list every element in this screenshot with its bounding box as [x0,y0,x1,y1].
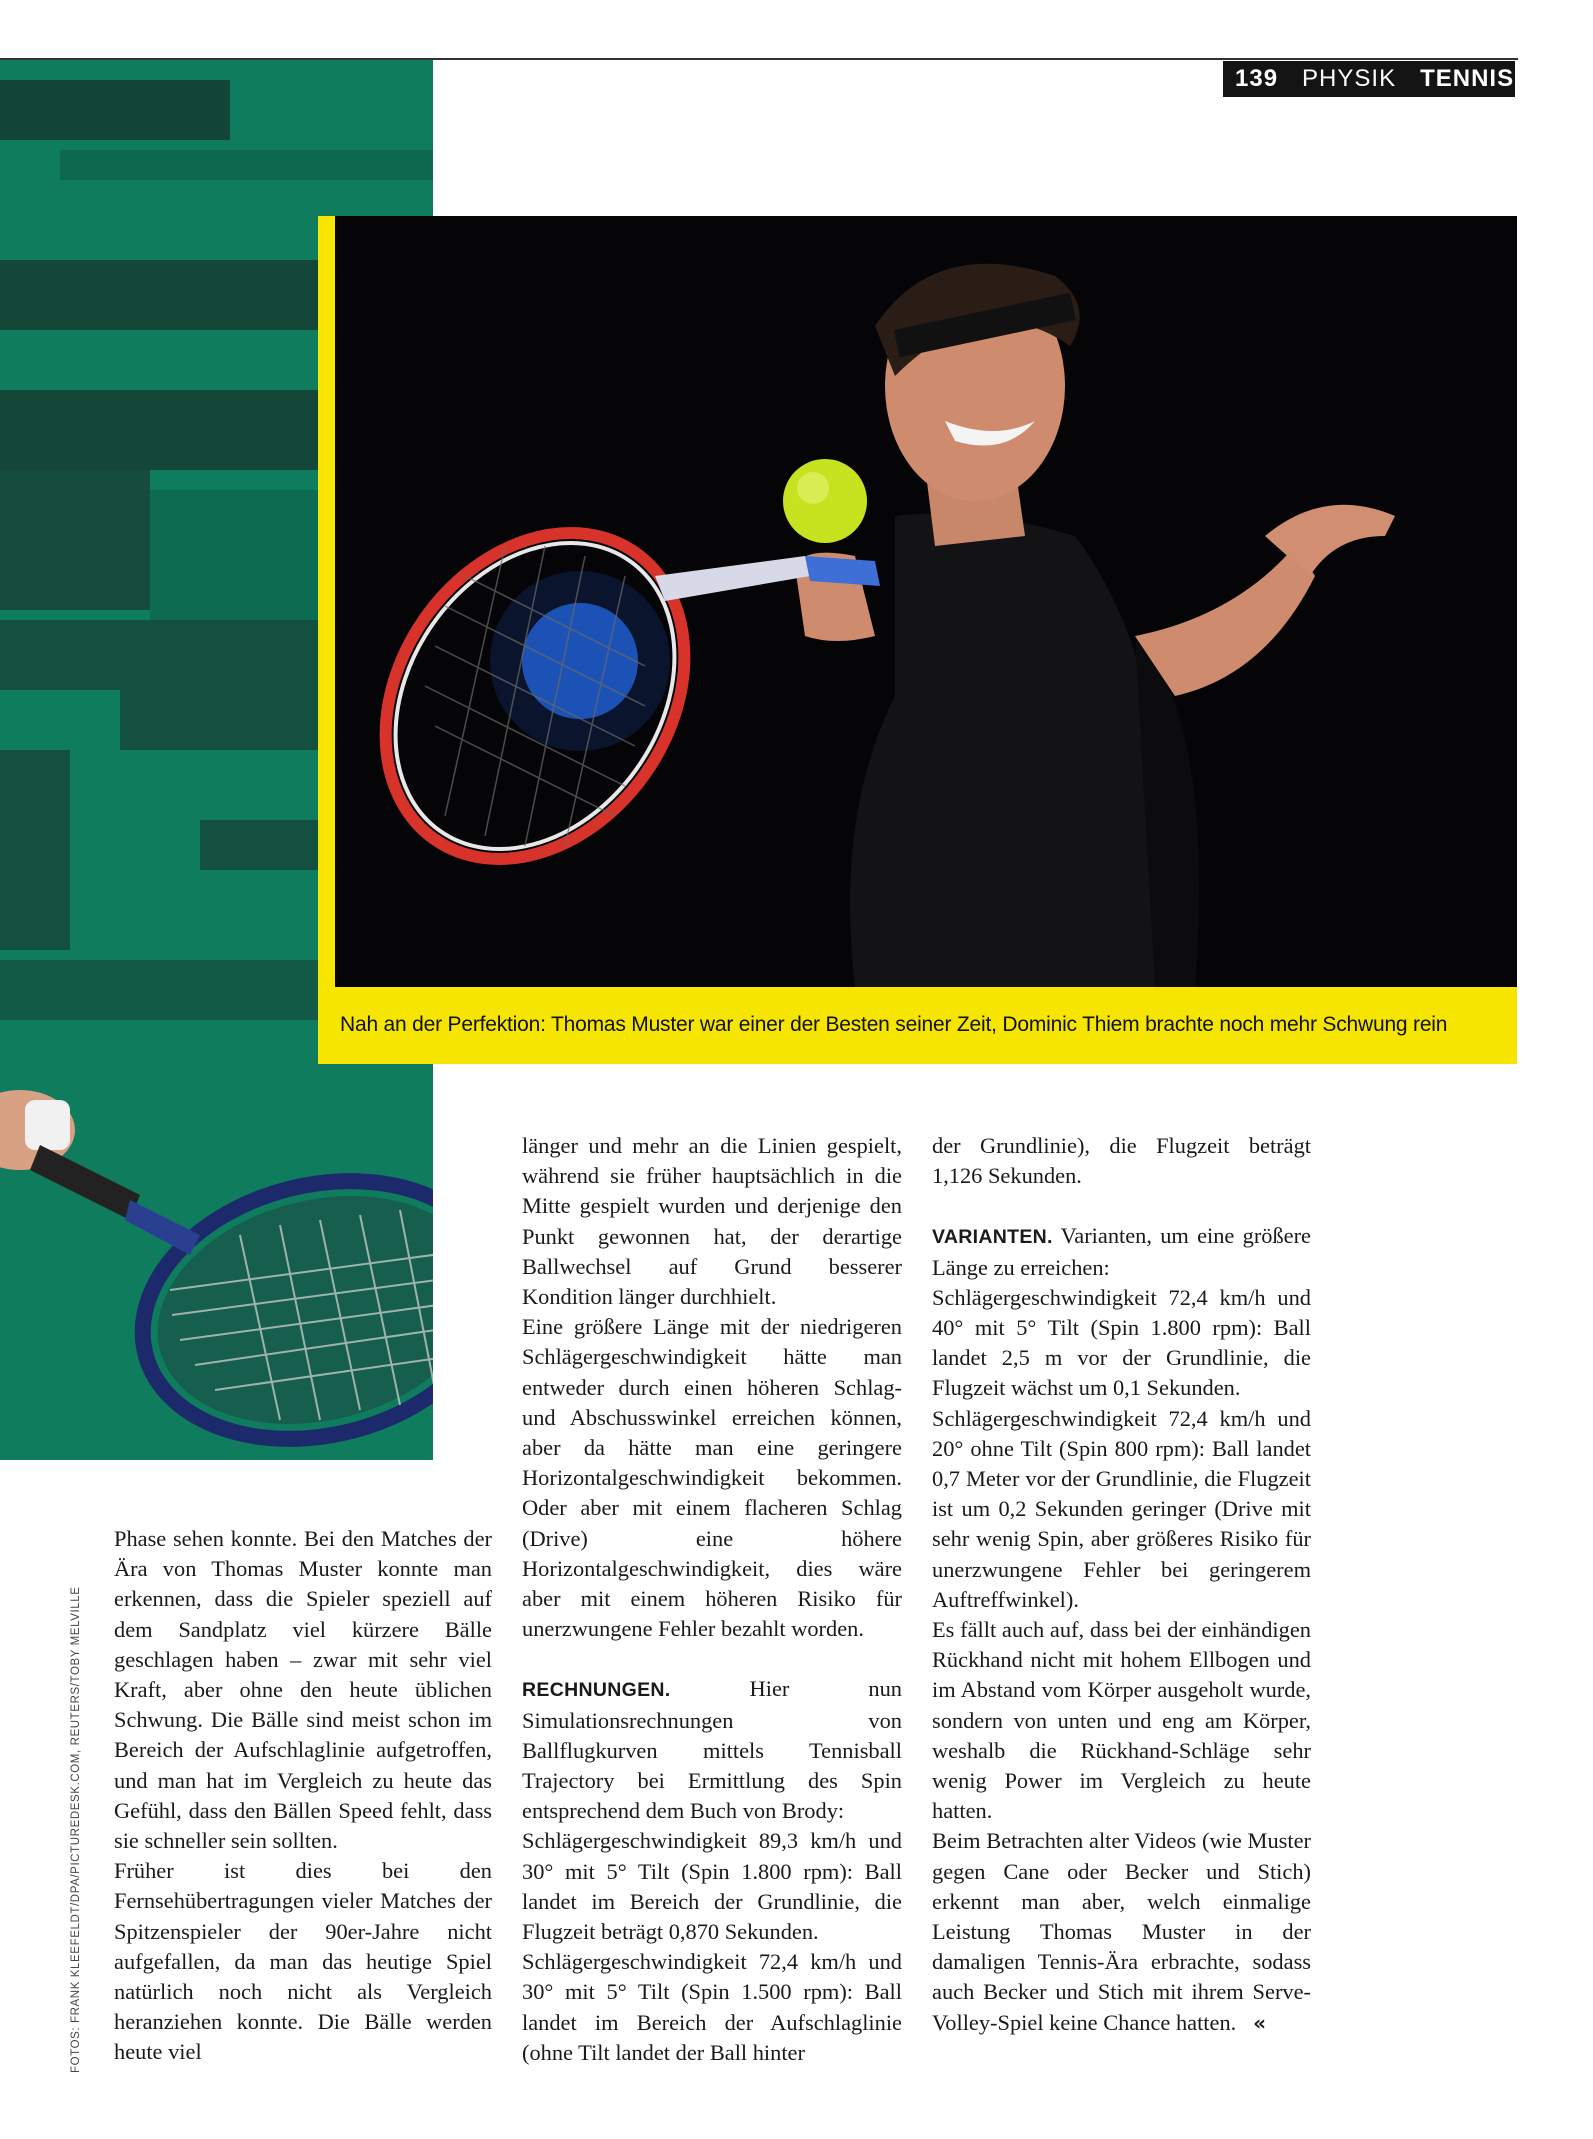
paragraph: Schlägergeschwindigkeit 72,4 km/h und 40° mit 5° Tilt (Spin 1.800 rpm): Ball landet 2,5 m vor der Grundlinie, die Flugzeit wächst um 0,1 Sekunden. [932,1284,1311,1401]
thiem-photo-illustration [335,216,1517,987]
end-mark: « [1253,2010,1266,2035]
paragraph: Schlägergeschwindigkeit 72,4 km/h und 30° mit 5° Tilt (Spin 1.500 rpm): Ball landet im Bereich der Aufschlaglinie (ohne Tilt landet der Ball hinter [522,1949,902,2065]
paragraph: Es fällt auch auf, dass bei der einhändigen Rückhand nicht mit hohem Ellbogen und im Abstand vom Körper ausgeholt wurde, sondern von unten und eng am Körper, weshalb die Rückhand-Schläge sehr wenig Power im Vergleich zu heute hatten. [932,1617,1311,1824]
paragraph: Schlägergeschwindigkeit 72,4 km/h und 20° ohne Tilt (Spin 800 rpm): Ball landet 0,7 Meter vor der Grundlinie, die Flugzeit ist um 0,2 Sekunden geringer (Drive mit sehr wenig Spin, aber größeres Risiko für unerzwungene Fehler bei geringerem Auftreffwinkel). [932,1405,1311,1612]
paragraph-gap [522,1644,902,1674]
photo-caption: Nah an der Perfektion: Thomas Muster war einer der Besten seiner Zeit, Dominic Thiem brachte noch mehr Schwung rein [340,1013,1448,1036]
topic-label: TENNIS [1420,65,1515,92]
paragraph-gap [932,1191,1311,1221]
article-column-1 [114,1524,492,2068]
running-header [1223,61,1515,97]
paragraph: Früher ist dies bei den Fernsehübertragungen vieler Matches der Spitzenspieler der 90er-Jahre nicht aufgefallen, da man das heutige Spiel natürlich noch nicht als Vergleich heranziehen konnte. Die Bälle werden heute viel [114,1858,492,2065]
paragraph: Eine größere Länge mit der niedrigeren Schlägergeschwindigkeit hätte man entweder durch einen höheren Schlag- und Abschusswinkel erreichen können, aber da hätte man eine geringere Horizontalgeschwindigkeit bekommen. Oder aber mit einem flacheren Schlag (Drive) eine höhere Horizontalgeschwindigkeit, dies wäre aber mit einem höheren Risiko für unerzwungene Fehler bezahlt worden. [522,1314,902,1642]
paragraph: der Grundlinie), die Flugzeit beträgt 1,126 Sekunden. [932,1133,1311,1189]
subhead-rechnungen: RECHNUNGEN. [522,1679,671,1702]
paragraph-text: Hier nun Simulationsrechnungen von Ballflugkurven mittels Tennisball Trajectory bei Ermittlung des Spin entsprechend dem Buch von Brody: [522,1676,902,1824]
paragraph [932,1826,1311,2037]
subhead-varianten: VARIANTEN. [932,1226,1053,1249]
paragraph: Phase sehen konnte. Bei den Matches der Ära von Thomas Muster konnte man erkennen, dass die Spieler speziell auf dem Sandplatz viel kürzere Bälle geschlagen haben – zwar mit sehr viel Kraft, aber ohne den heute üblichen Schwung. Die Bälle sind meist schon im Bereich der Aufschlaglinie aufgetroffen, und man hat im Vergleich zu heute das Gefühl, dass den Bällen Speed fehlt, dass sie schneller sein sollten. [114,1526,492,1854]
thiem-photo [335,216,1517,987]
section-label: PHYSIK [1302,65,1397,92]
article-column-2 [522,1131,902,2068]
photo-credit: FOTOS: FRANK KLEEFELDT/DPA/PICTUREDESK.COM, REUTERS/TOBY MELVILLE [70,1586,82,2073]
paragraph: Schlägergeschwindigkeit 89,3 km/h und 30° mit 5° Tilt (Spin 1.800 rpm): Ball landet im Bereich der Grundlinie, die Flugzeit beträgt 0,870 Sekunden. [522,1828,902,1945]
paragraph [932,1221,1311,1282]
thiem-photo-panel [318,216,1517,1064]
paragraph-text: Beim Betrachten alter Videos (wie Muster gegen Cane oder Becker und Stich) erkennt man aber, welch einmalige Leistung Thomas Muster in der damaligen Tennis-Ära erbrachte, sodass auch Becker und Stich mit ihrem Serve-Volley-Spiel keine Chance hatten. [932,1828,1311,2035]
paragraph: länger und mehr an die Linien gespielt, während sie früher hauptsächlich in die Mitte gespielt wurden und derjenige den Punkt gewonnen hat, der derartige Ballwechsel auf Grund besserer Kondition länger durchhielt. [522,1133,902,1310]
article-column-3 [932,1131,1311,2038]
page-number: 139 [1235,65,1279,92]
paragraph-text: Varianten, um eine größere Länge zu erreichen: [932,1223,1311,1280]
paragraph [522,1674,902,1826]
